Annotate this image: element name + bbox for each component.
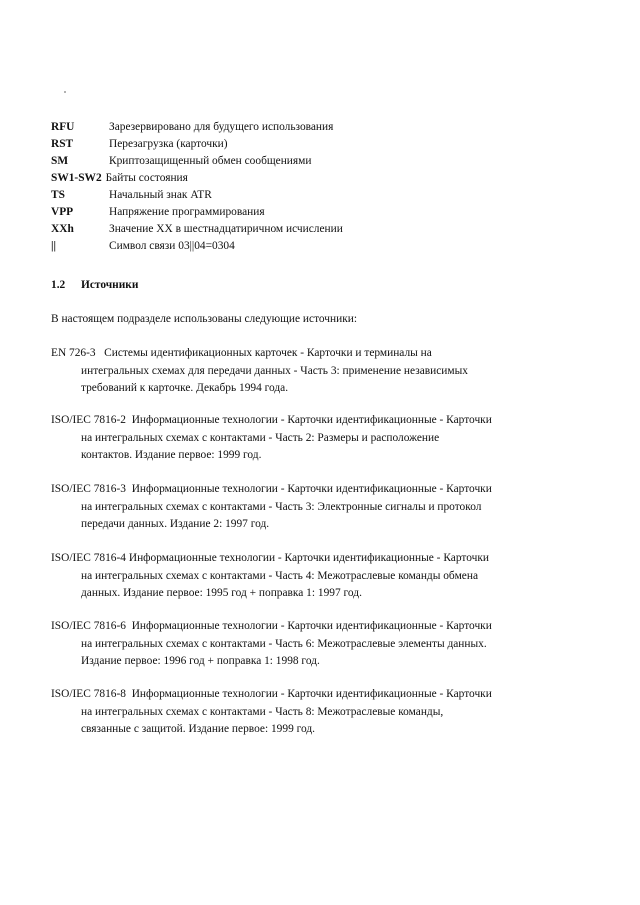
abbreviation-definition: Криптозащищенный обмен сообщениями	[109, 155, 312, 167]
abbreviation-term: XXh	[51, 223, 74, 235]
abbreviation-term: SM	[51, 155, 69, 167]
reference-first-line	[51, 412, 551, 430]
section-heading	[51, 277, 138, 294]
abbreviation-row	[51, 119, 571, 136]
reference-text-line: Системы идентификационных карточек - Карточки и терминалы на	[104, 347, 432, 359]
abbreviation-definition: Перезагрузка (карточки)	[109, 138, 228, 150]
reference-text-line: контактов. Издание первое: 1999 год.	[81, 449, 262, 461]
reference-text-line: интегральных схемах для передачи данных - Часть 3: применение независимых	[81, 364, 468, 377]
reference-text-line: требований к карточке. Декабрь 1994 года.	[81, 382, 289, 394]
reference-first-line	[51, 481, 551, 499]
reference-entry	[51, 481, 551, 534]
reference-first-line	[51, 345, 551, 363]
scan-speck	[64, 91, 66, 93]
reference-text-line: передачи данных. Издание 2: 1997 год.	[81, 518, 270, 530]
reference-first-line	[51, 618, 551, 636]
abbreviation-row	[51, 204, 571, 221]
abbreviation-row	[51, 238, 571, 255]
reference-entry	[51, 412, 551, 465]
reference-text-line: Информационные технологии - Карточки идентификационные - Карточки	[131, 620, 492, 632]
reference-first-line	[51, 550, 551, 568]
reference-text-line: на интегральных схемах с контактами - Часть 4: Межотраслевые команды обмена	[81, 569, 479, 582]
reference-code: EN 726-3	[51, 347, 96, 359]
abbreviation-term: TS	[51, 189, 65, 201]
reference-entry	[51, 686, 551, 739]
abbreviation-row	[51, 153, 571, 170]
reference-text-line: Информационные технологии - Карточки идентификационные - Карточки	[131, 688, 492, 700]
abbreviation-definition: Символ связи 03||04=0304	[109, 240, 235, 252]
section-title: Источники	[81, 279, 139, 291]
reference-text-line: Информационные технологии - Карточки идентификационные - Карточки	[131, 414, 492, 426]
reference-text-line: на интегральных схемах с контактами - Часть 8: Межотраслевые команды,	[81, 705, 444, 718]
reference-text-line: на интегральных схемах с контактами - Часть 2: Размеры и расположение	[81, 431, 440, 444]
abbreviation-definition: Начальный знак ATR	[109, 189, 212, 201]
reference-entry	[51, 550, 551, 603]
section-number: 1.2	[51, 279, 66, 291]
abbreviation-term: ||	[51, 240, 57, 252]
abbreviation-term: RST	[51, 138, 74, 150]
abbreviation-term: SW1-SW2	[51, 172, 102, 184]
reference-text-line: на интегральных схемах с контактами - Часть 3: Электронные сигналы и протокол	[81, 500, 482, 513]
intro-paragraph: В настоящем подразделе использованы следующие источники:	[51, 313, 358, 325]
reference-text-line: связанные с защитой. Издание первое: 1999 год.	[81, 723, 316, 735]
abbreviation-definition: Значение XX в шестнадцатиричном исчислении	[109, 223, 343, 235]
reference-entry	[51, 345, 551, 398]
reference-text-line: Информационные технологии - Карточки идентификационные - Карточки	[128, 552, 489, 564]
abbreviations-list	[51, 119, 571, 255]
reference-code: ISO/IEC 7816-6	[51, 620, 126, 632]
reference-text-line: на интегральных схемах с контактами - Часть 6: Межотраслевые элементы данных.	[81, 637, 487, 650]
abbreviation-row	[51, 170, 571, 187]
reference-first-line	[51, 686, 551, 704]
abbreviation-row	[51, 136, 571, 153]
reference-code: ISO/IEC 7816-8	[51, 688, 126, 700]
reference-text-line: Издание первое: 1996 год + поправка 1: 1998 год.	[81, 655, 320, 667]
reference-entry	[51, 618, 551, 671]
abbreviation-definition: Зарезервировано для будущего использования	[109, 121, 334, 133]
reference-code: ISO/IEC 7816-3	[51, 483, 126, 495]
abbreviation-definition: Байты состояния	[105, 172, 188, 184]
reference-code: ISO/IEC 7816-2	[51, 414, 126, 426]
reference-code: ISO/IEC 7816-4	[51, 552, 126, 564]
abbreviation-definition: Напряжение программирования	[109, 206, 265, 218]
abbreviation-term: VPP	[51, 206, 74, 218]
abbreviation-term: RFU	[51, 121, 75, 133]
reference-text-line: данных. Издание первое: 1995 год + поправка 1: 1997 год.	[81, 587, 362, 599]
abbreviation-row	[51, 187, 571, 204]
abbreviation-row	[51, 221, 571, 238]
reference-text-line: Информационные технологии - Карточки идентификационные - Карточки	[131, 483, 492, 495]
